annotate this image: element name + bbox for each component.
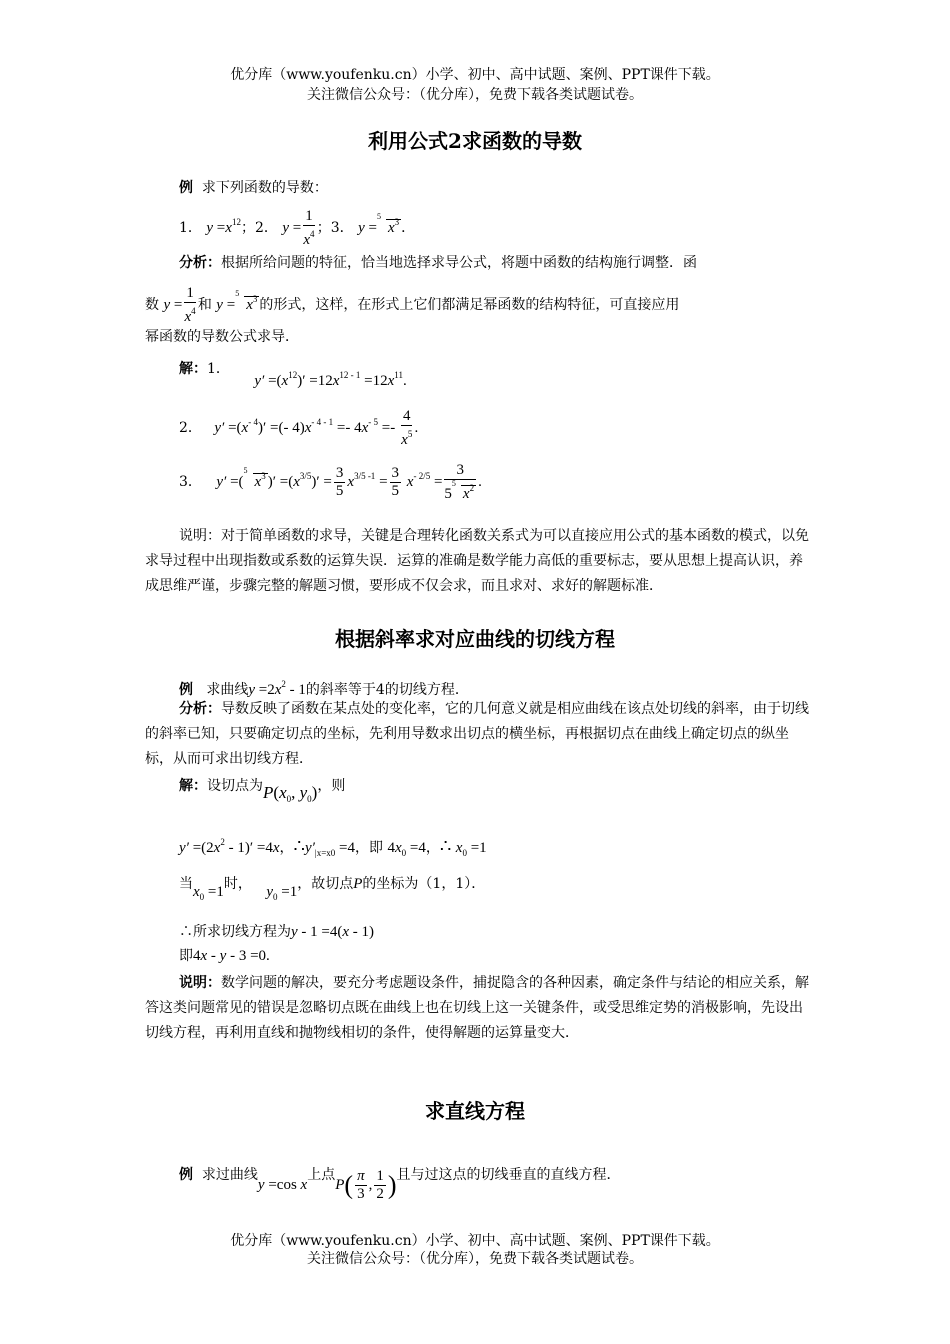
when-text-b: 时， — [223, 876, 252, 892]
final-text: 即 — [179, 948, 193, 964]
point-text: ，故切点 — [297, 876, 354, 892]
example-label: 例 — [179, 180, 193, 196]
section1-problems: 1． $y =x^{12}$；2． y = $\frac{1}{x^4}$ ；3． y = 5 $x^3$ ． — [179, 208, 416, 248]
point-text-b: 的坐标为（1，1）． — [362, 876, 486, 892]
section2-final: 即4x - y - 3 =0. — [179, 948, 270, 964]
section2-title: 根据斜率求对应曲线的切线方程 — [335, 627, 615, 651]
section1-analysis-line2: 数 y = $\frac{1}{x^4}$ 和 y = 5 $x^3$ 的形式，这样，在形式上它们都满足幂函数的结构特征，可直接应用 — [145, 285, 680, 326]
section3-title: 求直线方程 — [425, 1099, 525, 1123]
section2-note — [145, 971, 810, 1046]
section1-solution-1: 解：1． $y' =(x^{12})' =12x^{12 - 1} =12x^{11}$. — [179, 361, 407, 389]
note-label: 说明： — [179, 975, 221, 991]
example-text-a: 求过曲线 — [201, 1166, 258, 1183]
header-line-1: 优分库（www.youfenku.cn）小学、初中、高中试题、案例、PPT课件下载。 — [230, 67, 720, 83]
section1-solution-2: 2． $y' =(x^{- 4})'$ =(- $4)x^{- 4 - 1} =- 4x^{- 5}$ =- $\frac{4}{x^5}$ . — [179, 408, 419, 448]
example-text: 求下列函数的导数： — [201, 180, 328, 196]
section2-solution-intro: 解：设切点为$P(x_0$, $y_0$)，则 — [179, 778, 346, 804]
section1-solution-3: 3． y′ =( 5 $x^3$ )′ $=(x^{3/5})'$ = $\frac{3}{5}$ $x^{3/5 -1}$ = $\frac{3}{5}$ $x^{- 2/5}$ = 3 5 5 $x^2$ . — [179, 462, 482, 502]
example-label: 例 — [179, 1166, 193, 1183]
section2-point: 当$x_0 =1$时， $y_0 =1$，故切点P的坐标为（1，1）． — [179, 876, 486, 902]
section3-example: 例 求过曲线y =cos x上点P( $\frac{\pi}{3}$ , $\frac{1}{2}$ )且与过这点的切线垂直的直线方程． — [179, 1166, 621, 1202]
example-label: 例 — [179, 682, 193, 698]
example-text-b: 的斜率等于 — [305, 682, 376, 698]
analysis-label: 分析： — [179, 255, 221, 271]
example-text-c: 且与过这点的切线垂直的直线方程． — [396, 1166, 621, 1183]
analysis-text-2c: 的形式，这样，在形式上它们都满足幂函数的结构特征，可直接应用 — [259, 297, 680, 313]
section2-derivative: $y' =(2x^2 - 1)' =4x$，$\therefore y'_{|x=x0} =4$，即 $4x_0 =4$，∴ $x_0 =1$ — [179, 836, 487, 858]
section1-analysis — [145, 251, 810, 276]
analysis-label: 分析： — [179, 701, 221, 717]
section1-note: 说明：对于简单函数的求导，关键是合理转化函数关系式为可以直接应用公式的基本函数的模式，以免求导过程中出现指数或系数的运算失误．运算的准确是数学能力高低的重要标志，要从思想上提高认识，养成思维严谨，步骤完整的解题习惯，要形成不仅会求，而且求对、求好的解题标准． — [145, 528, 809, 594]
section1-example — [179, 178, 328, 198]
conclusion-text: ∴所求切线方程为 — [179, 924, 291, 940]
example-text-c: 的切线方程． — [384, 682, 469, 698]
analysis-text: 导数反映了函数在某点处的变化率，它的几何意义就是相应曲线在该点处切线的斜率，由于切线的斜率已知，只要确定切点的坐标，先利用导数求出切点的横坐标，再根据切点在曲线上确定切点的纵坐标，从而可求出切线方程． — [145, 701, 809, 767]
section1-title: 利用公式2求函数的导数 — [368, 129, 582, 153]
section2-analysis — [145, 697, 810, 772]
solution-text-a: 设切点为 — [207, 778, 263, 794]
solution-label: 解： — [179, 361, 207, 377]
footer-line-1: 优分库（www.youfenku.cn）小学、初中、高中试题、案例、PPT课件下载。 — [230, 1233, 720, 1249]
section1-analysis-line3: 幂函数的导数公式求导． — [145, 329, 299, 345]
note-text: 数学问题的解决，要充分考虑题设条件，捕捉隐含的各种因素，确定条件与结论的相应关系，解答这类问题常见的错误是忽略切点既在曲线上也在切线上这一关键条件，或受思维定势的消极影响，先设出切线方程，再利用直线和抛物线相切的条件，使得解题的运算量变大． — [145, 975, 809, 1041]
section2-conclusion: ∴所求切线方程为y - 1 =4(x - 1) — [179, 924, 375, 940]
example-slope: 4 — [375, 682, 385, 698]
example-text-b: 上点 — [307, 1166, 336, 1183]
header-line-2: 关注微信公众号：（优分库），免费下载各类试题试卷。 — [307, 87, 643, 103]
section2-example: 例 求曲线$y =2x^2 - 1$的斜率等于4的切线方程． — [179, 679, 469, 698]
when-text: 当 — [179, 876, 193, 892]
analysis-text-2a: 数 — [145, 297, 159, 313]
solution-text-b: ，则 — [317, 778, 346, 794]
solution-label: 解： — [179, 778, 207, 794]
footer-line-2: 关注微信公众号：（优分库），免费下载各类试题试卷。 — [307, 1251, 643, 1267]
analysis-text-2b: 和 — [197, 297, 212, 313]
example-text-a: 求曲线 — [206, 682, 249, 698]
analysis-text-1: 根据所给问题的特征，恰当地选择求导公式，将题中函数的结构施行调整．函 — [221, 255, 697, 271]
